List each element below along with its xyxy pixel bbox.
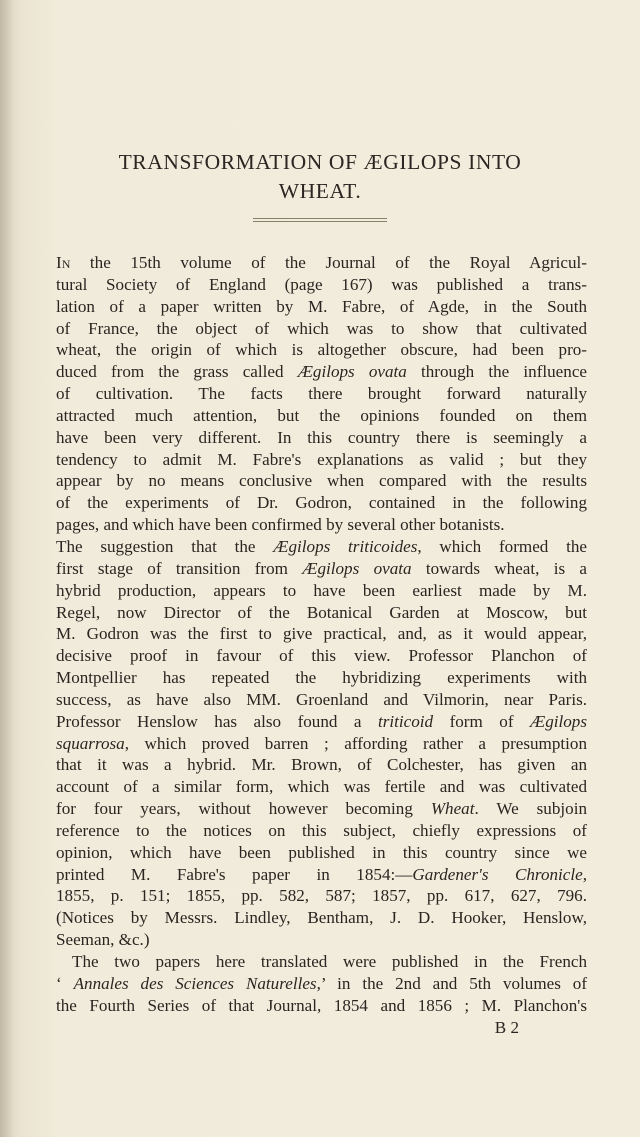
italic-text: Gardener's Chronicle — [412, 864, 583, 884]
text-segment: In — [56, 253, 71, 272]
italic-text: Ægilops ovata — [297, 362, 407, 382]
text-line — [56, 296, 587, 318]
text-line — [56, 492, 587, 514]
text-segment: (Notices by Messrs. Lindley, Bentham, J. D. Hooker, Henslow, — [56, 908, 587, 928]
text-segment: opinion, which have been published in this country since we — [56, 842, 587, 862]
chapter-title-line-1: TRANSFORMATION OF ÆGILOPS INTO — [118, 150, 522, 174]
text-line — [56, 536, 587, 558]
text-segment: first stage of transition from — [56, 558, 303, 578]
text-segment: printed M. Fabre's paper in 1854:— — [56, 864, 413, 884]
text-segment: have been very different. In this country there is seemingly a — [56, 427, 587, 447]
text-segment: the Fourth Series of that Journal, 1854 and 1856 ; M. Planchon's — [56, 995, 587, 1015]
body-text — [56, 252, 587, 1038]
text-segment: , which proved barren ; affording rather a presumption — [124, 733, 587, 753]
text-segment: of cultivation. The facts there brought forward naturally — [56, 384, 587, 404]
text-segment: tendency to admit M. Fabre's explanations as valid ; but they — [56, 449, 587, 469]
page-gutter-shadow — [0, 0, 14, 1137]
text-line — [56, 951, 587, 973]
text-segment: reference to the notices on this subject, chiefly expressions of — [56, 820, 587, 840]
title-divider-top — [253, 218, 387, 219]
text-line — [56, 602, 587, 624]
text-segment: of the experiments of Dr. Godron, contained in the following — [56, 493, 587, 513]
text-line — [56, 995, 587, 1017]
text-segment: for four years, without however becoming — [56, 799, 431, 819]
text-line — [56, 885, 587, 907]
text-segment: pages, and which have been confirmed by several other botanists. — [56, 515, 505, 535]
text-segment: B 2 — [494, 1017, 519, 1037]
text-segment: ‘ — [56, 973, 74, 993]
text-line — [56, 252, 587, 274]
text-line — [56, 274, 587, 296]
text-segment: M. Godron was the first to give practical, and, as it would appear, — [56, 624, 587, 644]
text-segment: the 15th volume of the Journal of the Royal Agricul- — [70, 253, 587, 272]
text-segment: The suggestion that the — [56, 536, 274, 556]
text-line — [56, 580, 587, 602]
text-segment: form of — [433, 711, 530, 731]
text-segment: Professor Henslow has also found a — [56, 711, 378, 731]
italic-text: Ægilops ovata — [302, 558, 412, 578]
text-segment: wheat, the origin of which is altogether obscure, had been pro- — [56, 340, 587, 360]
text-segment: attracted much attention, but the opinions founded on them — [56, 405, 587, 425]
title-divider-bottom — [253, 221, 387, 222]
text-segment: account of a similar form, which was fertile and was cultivated — [56, 777, 587, 797]
text-line — [56, 667, 587, 689]
text-segment: through the influence — [406, 362, 587, 382]
text-line — [56, 427, 587, 449]
text-segment: , — [582, 864, 587, 884]
italic-text: Annales des Sciences Naturelles — [73, 973, 317, 993]
chapter-title-line-2: WHEAT. — [278, 179, 362, 203]
text-line — [56, 973, 587, 995]
text-segment: hybrid production, appears to have been earliest made by M. — [56, 580, 587, 600]
text-line — [56, 907, 587, 929]
text-line — [56, 820, 587, 842]
text-line — [56, 318, 587, 340]
chapter-title — [30, 148, 610, 206]
text-line — [56, 558, 587, 580]
text-line — [56, 929, 587, 951]
text-segment: , which formed the — [417, 536, 587, 556]
italic-text: squarrosa — [56, 733, 125, 753]
text-line — [56, 645, 587, 667]
text-segment: Regel, now Director of the Botanical Garden at Moscow, but — [56, 602, 587, 622]
text-line — [56, 361, 587, 383]
text-line — [56, 339, 587, 361]
text-line — [56, 689, 587, 711]
text-line — [56, 623, 587, 645]
text-line — [56, 754, 587, 776]
text-segment: decisive proof in favour of this view. Professor Planchon of — [56, 646, 587, 666]
signature-mark — [56, 1017, 587, 1039]
text-line — [56, 733, 587, 755]
text-line — [56, 798, 587, 820]
text-line — [56, 514, 587, 536]
text-segment: 1855, p. 151; 1855, pp. 582, 587; 1857, pp. 617, 627, 796. — [56, 886, 587, 906]
text-segment: Seeman, &c.) — [56, 930, 150, 950]
text-line — [56, 470, 587, 492]
italic-text: Ægilops triticoides — [273, 536, 418, 556]
text-segment: Montpellier has repeated the hybridizing experiments with — [56, 668, 587, 688]
text-line — [56, 842, 587, 864]
text-segment: The two papers here translated were published in the French — [72, 952, 587, 971]
text-segment: lation of a paper written by M. Fabre, of Agde, in the South — [56, 296, 587, 316]
text-line — [56, 449, 587, 471]
text-line — [56, 864, 587, 886]
italic-text: Wheat — [430, 799, 475, 819]
text-segment: appear by no means conclusive when compared with the results — [56, 471, 587, 491]
text-segment: towards wheat, is a — [411, 558, 587, 578]
text-segment: tural Society of England (page 167) was published a trans- — [56, 274, 587, 294]
text-line — [56, 776, 587, 798]
text-line — [56, 405, 587, 427]
text-segment: that it was a hybrid. Mr. Brown, of Colchester, has given an — [56, 755, 587, 775]
italic-text: Ægilops — [530, 711, 587, 731]
italic-text: triticoid — [378, 711, 434, 731]
text-segment: success, as have also MM. Groenland and Vilmorin, near Paris. — [56, 689, 587, 709]
text-segment: of France, the object of which was to show that cultivated — [56, 318, 587, 338]
text-segment: . We subjoin — [474, 799, 587, 819]
text-line — [56, 711, 587, 733]
text-segment: ,’ in the 2nd and 5th volumes of — [316, 973, 588, 993]
text-line — [56, 383, 587, 405]
text-segment: duced from the grass called — [56, 362, 298, 382]
